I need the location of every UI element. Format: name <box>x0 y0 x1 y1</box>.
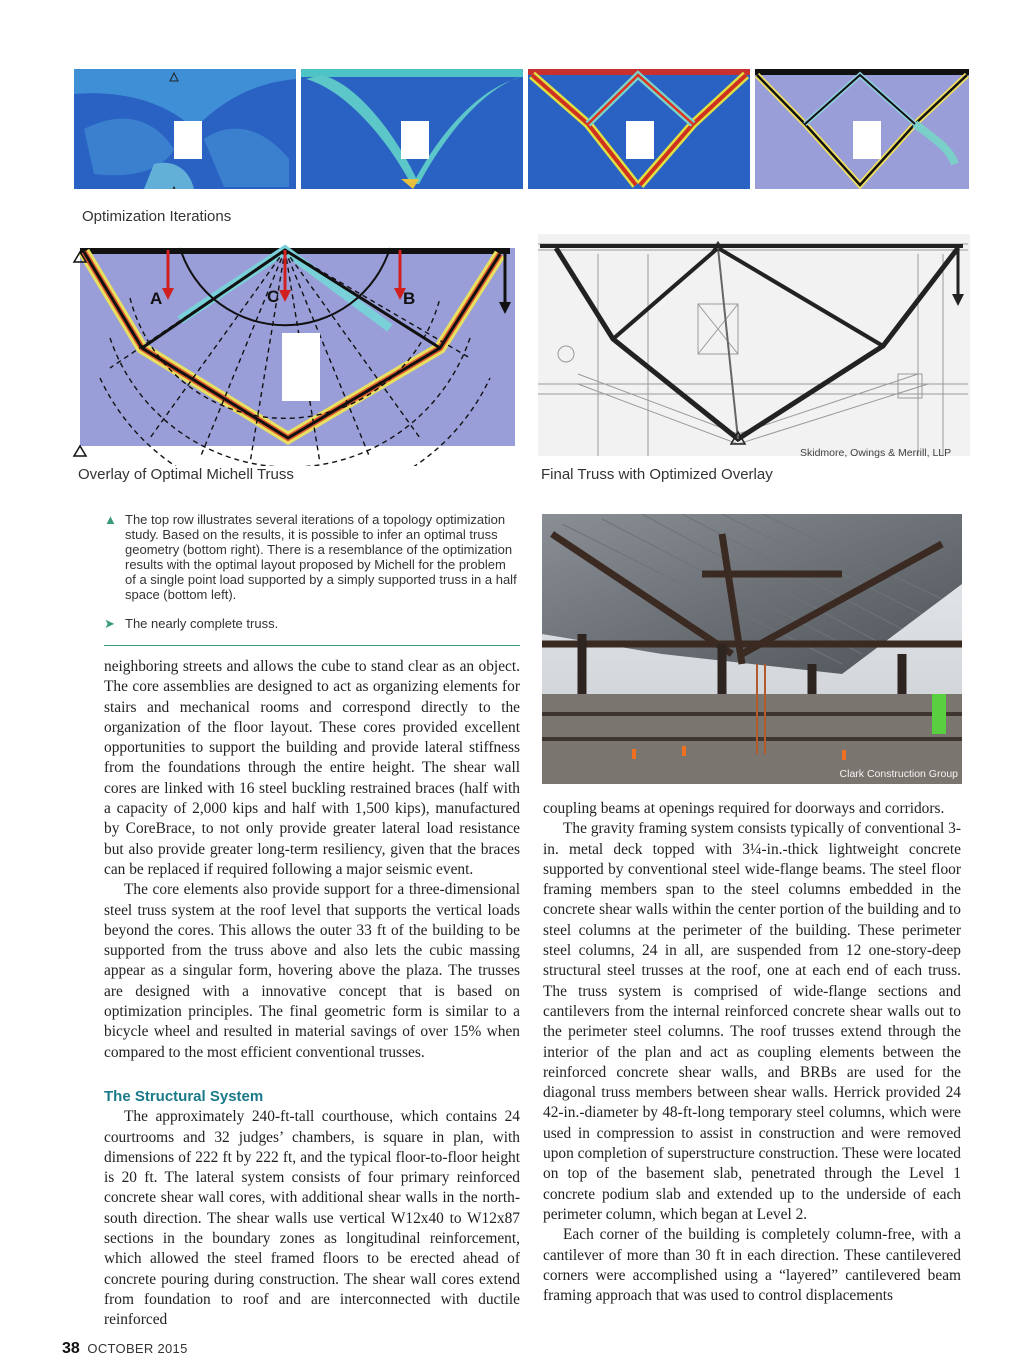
photo-credit: Clark Construction Group <box>839 768 958 780</box>
right-paragraph-3: Each corner of the building is completely column-free, with a cantilever of more than 30 ft in each direction. These cantilevered corners were accomplished using a “layered” cantilevered beam framing approach that was used to control displacements <box>543 1226 961 1305</box>
load-label-c: C <box>267 287 280 306</box>
final-truss-drawing <box>538 234 970 456</box>
iteration-panel-1 <box>74 69 296 189</box>
final-label: Final Truss with Optimized Overlay <box>541 466 773 483</box>
caption-truss-text: The nearly complete truss. <box>125 616 279 631</box>
caption-optimization-text: The top row illustrates several iterations of a topology optimization study. Based on the results, it is possible to infer an optimal truss geometry (bottom right). There is a resemblance of the optimization results with the optimal layout proposed by Michell for the problem of a single point load supported by a simply supported truss in a half space (bottom left). <box>125 512 517 602</box>
load-label-b: B <box>403 289 416 308</box>
caption-arrow-up-icon: ▲ <box>104 512 117 527</box>
right-paragraph-1: coupling beams at openings required for doorways and corridors. <box>543 800 945 817</box>
iterations-label: Optimization Iterations <box>82 208 232 225</box>
iteration-panel-3 <box>528 69 750 189</box>
caption-arrow-right-icon: ➤ <box>104 616 115 631</box>
iteration-panel-2 <box>301 69 523 189</box>
left-paragraph-3: The approximately 240-ft-tall courthouse, which contains 24 courtrooms and 32 judges’ chambers, is square in plan, with dimensions of 222 ft by 222 ft, and the typical floor-to-floor height is 20 ft. The lateral system consists of four primary reinforced concrete shear wall cores, with additional shear walls in the north-south direction. The shear walls use vertical W12x40 to W12x87 sections in the boundary zones as longitudinal reinforcement, which allowed the steel framed floors to be erected ahead of concrete pouring during construction. The shear wall cores extend from foundation to roof and are interconnected with ductile reinforced <box>104 1108 520 1329</box>
left-paragraph-1: neighboring streets and allows the cube to stand clear as an object. The core assemblies are designed to act as organizing elements for stairs and mechanical rooms and correspond directly to the organization of the floor layout. These cores provided excellent opportunities to support the building and provide lateral stiffness from the foundations through the entire height. The shear wall cores are linked with 16 steel buckling restrained braces (half with a capacity of 2,000 kips and half with 1,500 kips), manufactured by CoreBrace, to not only provide greater lateral load resistance but also provide greater long-term resiliency, given that the braces can be replaced if required following a major seismic event. <box>104 658 520 878</box>
section-heading: The Structural System <box>104 1087 264 1105</box>
caption-divider <box>104 645 520 646</box>
page-number: 38 <box>62 1340 80 1357</box>
michell-truss-overlay <box>70 238 520 466</box>
right-column <box>543 799 961 1306</box>
caption-truss <box>104 616 518 631</box>
left-paragraph-2: The core elements also provide support for a three-dimensional steel truss system at the roof level that supports the vertical loads beyond the cores. This allows the outer 33 ft of the building to be supported from the truss above and also lets the cubic massing appear as a singular form, hovering above the plaza. The trusses are designed with a innovative concept that is based on optimization principles. The final geometric form is similar to a bicycle wheel and resulted in material savings of over 15% when compared to the most efficient conventional trusses. <box>104 881 520 1061</box>
issue-date: OCTOBER 2015 <box>87 1341 188 1356</box>
iteration-panel-4 <box>755 69 969 189</box>
caption-optimization <box>104 512 518 602</box>
right-paragraph-2: The gravity framing system consists typically of conventional 3-in. metal deck topped with 3¼-in.-thick lightweight concrete supported by conventional steel wide-flange beams. The steel floor framing members span to the steel columns embedded in the concrete shear walls within the center portion of the building and to steel columns at the perimeter of the building. These perimeter steel columns, 24 in all, are suspended from 12 one-story-deep structural steel trusses at the roof, one at each end of each truss. The truss system is comprised of wide-flange sections and cantilevers from the internal reinforced concrete shear walls out to the perimeter steel columns. The roof trusses extend through the interior of the plan and act as coupling elements between the reinforced concrete shear walls, and BRBs are used for the diagonal truss members between shear walls. Herrick provided 24 42-in.-diameter by 48-ft-long temporary steel columns, which were used in compression to assist in construction and were removed upon completion of superstructure construction. These were located on top of the basement slab, penetrated through the Level 1 concrete podium slab and extended up to the underside of each perimeter column, which began at Level 2. <box>543 820 961 1223</box>
overlay-label: Overlay of Optimal Michell Truss <box>78 466 294 483</box>
construction-photo <box>542 514 962 784</box>
som-credit: Skidmore, Owings & Merrill, LLP <box>800 447 952 459</box>
load-label-a: A <box>150 289 163 308</box>
page-footer <box>62 1340 188 1358</box>
left-column <box>104 657 520 1331</box>
